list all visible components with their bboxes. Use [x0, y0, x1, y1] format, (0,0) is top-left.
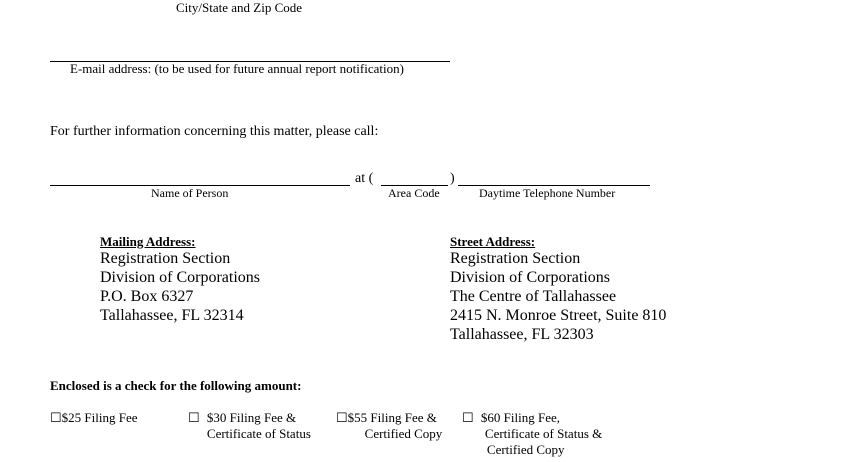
checkbox-icon[interactable]: ☐ — [188, 410, 200, 425]
name-of-person-label: Name of Person — [151, 186, 229, 200]
contact-intro: For further information concerning this matter, please call: — [50, 124, 379, 139]
option-label: Certificate of Status — [206, 426, 311, 441]
option-label-block — [481, 410, 602, 458]
street-address-line: Tallahassee, FL 32303 — [450, 326, 594, 343]
mailing-address-heading: Mailing Address: — [100, 234, 196, 249]
option-label: $55 Filing Fee & — [347, 410, 437, 425]
daytime-phone-label: Daytime Telephone Number — [479, 186, 616, 200]
street-address-block — [450, 249, 666, 344]
area-code-label: Area Code — [388, 186, 440, 200]
option-label: $30 Filing Fee & — [206, 410, 297, 425]
option-label-block — [348, 410, 443, 442]
option-label: $25 Filing Fee — [61, 410, 138, 425]
option-label-block — [207, 410, 311, 442]
street-address-line: The Centre of Tallahassee — [450, 288, 617, 305]
option-60-filing-fee-certificate-copy[interactable] — [462, 410, 602, 458]
option-label: Certified Copy — [486, 442, 565, 457]
checkbox-icon[interactable]: ☐ — [336, 410, 348, 425]
city-state-zip-label: City/State and Zip Code — [176, 0, 303, 15]
mailing-address-block — [100, 249, 260, 325]
email-label: E-mail address: (to be used for future annual report notification) — [70, 61, 404, 76]
mailing-address-line: Tallahassee, FL 32314 — [100, 307, 244, 324]
option-55-filing-fee-copy[interactable] — [336, 410, 442, 442]
street-address-line: Registration Section — [450, 250, 581, 267]
street-address-line: 2415 N. Monroe Street, Suite 810 — [450, 307, 667, 324]
option-label: $60 Filing Fee, — [480, 410, 560, 425]
mailing-address-line: Division of Corporations — [100, 269, 260, 286]
at-text: at ( — [355, 171, 374, 186]
street-address-heading: Street Address: — [450, 234, 536, 249]
street-address-line: Division of Corporations — [450, 269, 610, 286]
mailing-address-line: P.O. Box 6327 — [100, 288, 194, 305]
option-30-filing-fee-certificate[interactable] — [188, 410, 311, 442]
checkbox-icon[interactable]: ☐ — [50, 410, 62, 425]
option-25-filing-fee[interactable] — [50, 410, 138, 426]
checkbox-icon[interactable]: ☐ — [462, 410, 474, 425]
mailing-address-line: Registration Section — [100, 250, 231, 267]
option-label: Certificate of Status & — [484, 426, 603, 441]
option-label: Certified Copy — [364, 426, 443, 441]
close-paren: ) — [450, 171, 455, 186]
payment-heading: Enclosed is a check for the following amount: — [50, 378, 302, 393]
